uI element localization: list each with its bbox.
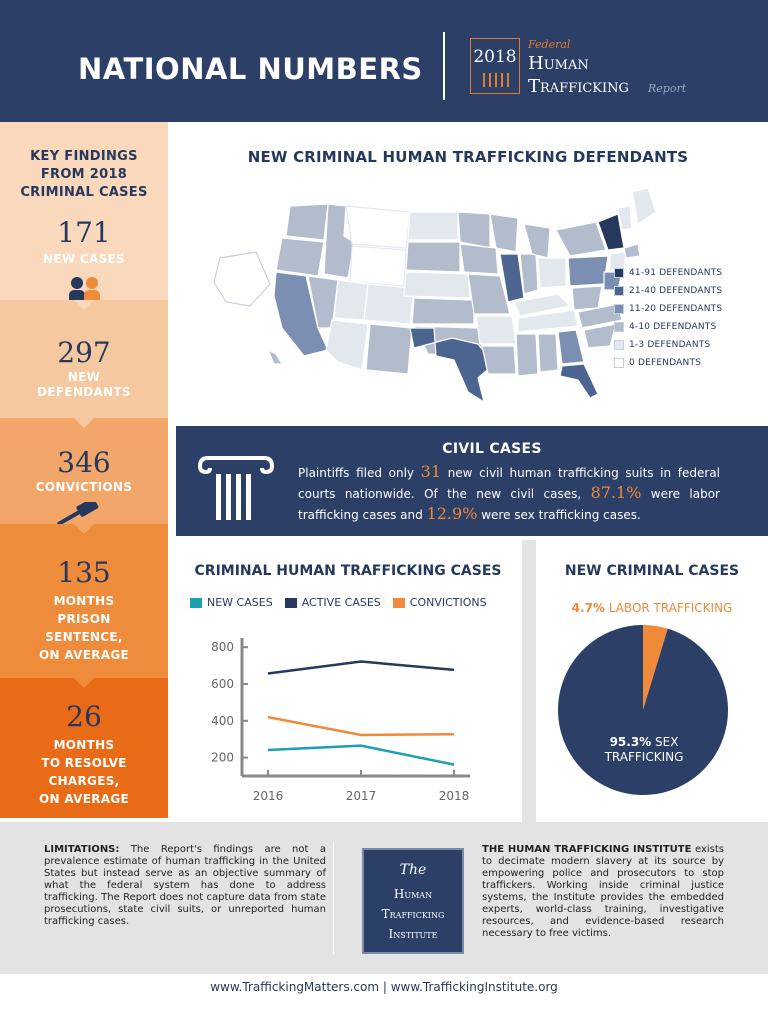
map-state bbox=[350, 246, 406, 286]
labor-name: LABOR TRAFFICKING bbox=[604, 601, 733, 615]
series-line bbox=[268, 717, 454, 735]
map-state bbox=[214, 252, 270, 306]
hti-heading: THE HUMAN TRAFFICKING INSTITUTE bbox=[482, 844, 692, 855]
map-state bbox=[268, 350, 282, 364]
civil-cases-panel bbox=[176, 426, 768, 536]
prison-sentence-label bbox=[0, 592, 168, 664]
map-title: NEW CRIMINAL HUMAN TRAFFICKING DEFENDANTS bbox=[247, 148, 689, 166]
prison-sentence-value: 135 bbox=[57, 556, 111, 589]
map-state bbox=[568, 256, 608, 286]
footer-divider bbox=[333, 842, 334, 954]
legend-swatch bbox=[393, 598, 405, 608]
pillar-icon bbox=[196, 456, 276, 524]
legend-swatch bbox=[614, 340, 624, 350]
key-findings-block bbox=[0, 122, 168, 300]
limitations-body: The Report's findings are not a prevalence estimate of human trafficking in the United States but instead serve as an objective summary of what the federal system has done to address trafficking. The Report does not capture data from state prosecutions, state civil suits, or unreported human trafficking cases. bbox=[44, 844, 326, 927]
legend-label: 1-3 DEFENDANTS bbox=[629, 340, 711, 350]
sex-name: SEX bbox=[651, 735, 679, 749]
hti-description bbox=[482, 844, 724, 940]
logo-line: Trafficking bbox=[381, 907, 445, 921]
label-line: ON AVERAGE bbox=[39, 792, 129, 806]
convictions-value: 346 bbox=[57, 446, 111, 479]
map-state bbox=[408, 212, 458, 240]
pie-chart bbox=[556, 620, 730, 800]
map-state bbox=[468, 274, 510, 314]
page-title: NATIONAL NUMBERS bbox=[78, 52, 423, 86]
label-line: SENTENCE, bbox=[45, 630, 123, 644]
map-state bbox=[412, 298, 474, 324]
y-tick-label: 400 bbox=[211, 713, 234, 728]
logo-line: Human bbox=[393, 887, 433, 901]
legend-item bbox=[614, 318, 722, 336]
x-tick-label: 2017 bbox=[345, 789, 377, 803]
labor-percent: 87.1% bbox=[590, 483, 642, 502]
legend-label: 0 DEFENDANTS bbox=[629, 358, 702, 368]
legend-item bbox=[614, 354, 722, 372]
new-defendants-label bbox=[0, 370, 168, 400]
pie-slice bbox=[558, 625, 728, 795]
legend-swatch bbox=[614, 358, 624, 368]
limitations-heading: LIMITATIONS: bbox=[44, 844, 120, 855]
legend-swatch bbox=[614, 304, 624, 314]
logo-line: Institute bbox=[388, 927, 438, 941]
map-state bbox=[334, 280, 368, 320]
civil-cases-title: CIVIL CASES bbox=[442, 441, 542, 457]
label-line: CHARGES, bbox=[48, 774, 120, 788]
pie-chart-title: NEW CRIMINAL CASES bbox=[564, 563, 740, 579]
line-chart-title: CRIMINAL HUMAN TRAFFICKING CASES bbox=[194, 563, 502, 579]
key-findings-title-line: FROM 2018 bbox=[40, 167, 128, 182]
map-state bbox=[556, 222, 606, 256]
sex-pct: 95.3% bbox=[609, 735, 652, 749]
map-state bbox=[482, 346, 516, 374]
civil-suits-count: 31 bbox=[420, 462, 442, 481]
legend-item bbox=[285, 596, 381, 609]
website-links[interactable]: www.TraffickingMatters.com | www.TraffickingInstitute.org bbox=[210, 980, 558, 994]
map-state bbox=[584, 324, 616, 348]
resolve-charges-value: 26 bbox=[66, 700, 102, 733]
map-state bbox=[366, 324, 412, 374]
labor-trafficking-label bbox=[536, 601, 768, 615]
report-report: Report bbox=[648, 82, 687, 95]
legend-item bbox=[614, 300, 722, 318]
map-legend bbox=[614, 264, 722, 372]
civil-text-part: new civil human trafficking suits in federal courts nationwide. Of the new civil cases, bbox=[298, 466, 721, 501]
map-state bbox=[326, 320, 368, 370]
legend-item bbox=[190, 596, 273, 609]
map-state bbox=[572, 286, 602, 310]
legend-label: 4-10 DEFENDANTS bbox=[629, 322, 717, 332]
x-tick-label: 2016 bbox=[252, 789, 284, 803]
line-chart bbox=[176, 628, 520, 808]
map-state bbox=[460, 244, 498, 274]
map-state bbox=[406, 242, 460, 272]
map-state bbox=[538, 258, 566, 288]
sex-name: TRAFFICKING bbox=[604, 750, 684, 764]
map-state bbox=[538, 334, 558, 372]
legend-swatch bbox=[614, 286, 624, 296]
label-line: DEFENDANTS bbox=[37, 385, 131, 399]
map-state bbox=[524, 224, 550, 258]
map-state bbox=[560, 364, 598, 398]
section-divider bbox=[522, 540, 536, 822]
civil-cases-text bbox=[298, 462, 720, 525]
new-defendants-value: 297 bbox=[57, 336, 111, 369]
map-state bbox=[632, 188, 656, 224]
logo-the: The bbox=[399, 862, 427, 878]
map-state bbox=[516, 334, 538, 376]
x-tick-label: 2018 bbox=[438, 789, 470, 803]
key-findings-title-line: KEY FINDINGS bbox=[30, 149, 138, 164]
report-logo bbox=[470, 38, 520, 94]
legend-swatch bbox=[285, 598, 297, 608]
report-trafficking: Trafficking bbox=[528, 76, 629, 97]
sex-percent: 12.9% bbox=[426, 504, 478, 523]
label-line: PRISON bbox=[57, 612, 111, 626]
legend-label: ACTIVE CASES bbox=[301, 596, 381, 609]
legend-label: 11-20 DEFENDANTS bbox=[629, 304, 723, 314]
new-defendants-block bbox=[0, 300, 168, 418]
convictions-block bbox=[0, 418, 168, 524]
legend-label: 21-40 DEFENDANTS bbox=[629, 286, 723, 296]
map-state bbox=[286, 204, 328, 240]
label-line: ON AVERAGE bbox=[39, 648, 129, 662]
y-tick-label: 800 bbox=[211, 640, 234, 655]
logo-name bbox=[364, 884, 462, 944]
hti-logo bbox=[362, 848, 464, 954]
key-findings-title bbox=[0, 148, 168, 202]
legend-item bbox=[393, 596, 487, 609]
map-state bbox=[346, 206, 410, 248]
prison-sentence-block bbox=[0, 524, 168, 678]
key-findings-title-line: CRIMINAL CASES bbox=[20, 185, 148, 200]
legend-swatch bbox=[614, 268, 624, 278]
label-line: MONTHS bbox=[53, 738, 115, 752]
limitations-text bbox=[44, 844, 326, 928]
civil-text-part: Plaintiffs filed only bbox=[298, 466, 421, 480]
convictions-label: CONVICTIONS bbox=[35, 480, 133, 494]
y-tick-label: 200 bbox=[211, 750, 234, 765]
header-divider bbox=[443, 32, 445, 100]
report-bars-icon bbox=[483, 73, 509, 87]
label-line: TO RESOLVE bbox=[41, 756, 127, 770]
legend-label: 41-91 DEFENDANTS bbox=[629, 268, 723, 278]
map-state bbox=[458, 212, 490, 248]
legend-item bbox=[614, 264, 722, 282]
legend-swatch bbox=[190, 598, 202, 608]
report-federal: Federal bbox=[528, 38, 571, 51]
y-tick-label: 600 bbox=[211, 677, 234, 691]
sex-trafficking-label bbox=[560, 735, 728, 765]
legend-swatch bbox=[614, 322, 624, 332]
legend-label: CONVICTIONS bbox=[409, 596, 487, 609]
resolve-charges-label bbox=[0, 736, 168, 808]
report-year: 2018 bbox=[473, 47, 517, 67]
legend-item bbox=[614, 282, 722, 300]
label-line: NEW bbox=[67, 370, 101, 384]
resolve-charges-block bbox=[0, 678, 168, 818]
new-cases-label: NEW CASES bbox=[43, 252, 125, 266]
legend-label: NEW CASES bbox=[207, 596, 273, 609]
report-human: Human bbox=[528, 53, 589, 74]
civil-text-part: were sex trafficking cases. bbox=[477, 508, 641, 522]
labor-pct: 4.7% bbox=[571, 601, 605, 615]
line-chart-legend bbox=[190, 596, 499, 609]
label-line: MONTHS bbox=[53, 594, 115, 608]
map-state bbox=[276, 238, 324, 276]
legend-item bbox=[614, 336, 722, 354]
map-state bbox=[558, 330, 584, 364]
series-line bbox=[268, 746, 454, 765]
series-line bbox=[268, 662, 454, 674]
civil-text-part: were labor trafficking cases and bbox=[298, 487, 720, 522]
hti-body: exists to decimate modern slavery at its source by empowering police and prosecutors to stop traffickers. Working inside criminal justice systems, the Institute provides the embedded experts, world-class training, investigative resources, and evidence-based research necessary to free victims. bbox=[482, 844, 724, 939]
map-state bbox=[624, 244, 640, 258]
map-state bbox=[404, 272, 470, 298]
map-state bbox=[476, 316, 516, 344]
map-state bbox=[490, 214, 518, 252]
new-cases-value: 171 bbox=[57, 216, 111, 249]
